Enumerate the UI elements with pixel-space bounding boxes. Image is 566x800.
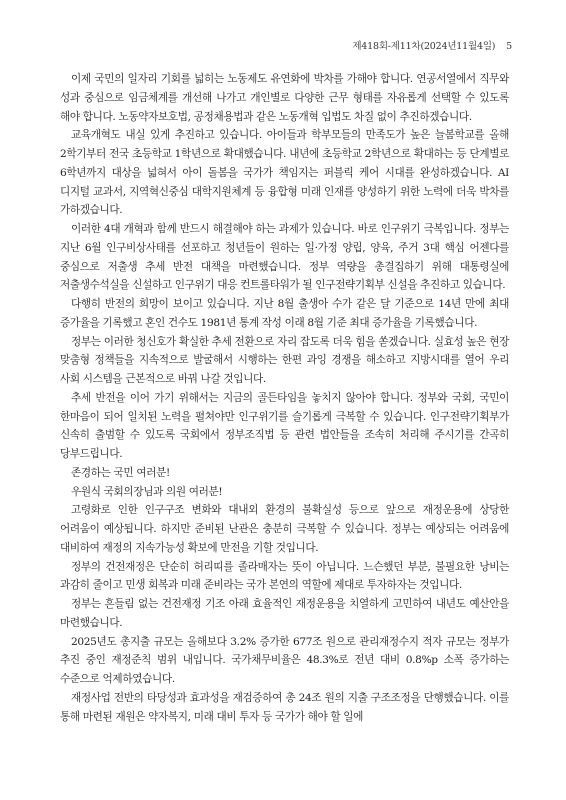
paragraph-restructuring: 재정사업 전반의 타당성과 효과성을 재검증하여 총 24조 원의 지출 구조조정을 단행했습니다. 이를 통해 마련된 재원은 약자복지, 미래 대비 투자 등 국가가 해야 할 일에 [60,691,509,723]
paragraph-budget-plan: 정부는 흔들림 없는 건전재정 기조 아래 효율적인 재정운용을 치열하게 고민하여 내년도 예산안을 마련했습니다. [60,598,509,629]
document-body [60,70,509,726]
paragraph-greeting-citizens: 존경하는 국민 여러분! [71,466,170,479]
page-header [352,38,512,52]
paragraph-trend-shift: 정부는 이러한 청신호가 확실한 추세 전환으로 자리 잡도록 더욱 힘을 쏟겠습니다. 실효성 높은 현장 맞춤형 정책들을 지속적으로 발굴해서 시행하는 한편 과잉 경쟁을 해소하고 지방시대를 열어 우리 사회 시스템을 근본적으로 바꿔 나갈 것입니다. [60,335,509,385]
page-number: 5 [506,41,512,52]
paragraph-labor-reform: 이제 국민의 일자리 기회를 넓히는 노동제도 유연화에 박차를 가해야 합니다. 연공서열에서 직무와 성과 중심으로 임금체계를 개선해 나가고 개인별로 다양한 근무 형태를 자유롭게 선택할 수 있도록 해야 합니다. 노동약자보호법, 공정채용법과 같은 노동개혁 입법도 차질 없이 추진하겠습니다. [60,73,509,123]
paragraph-golden-time: 추세 반전을 이어 가기 위해서는 지금의 골든타임을 놓치지 않아야 합니다. 정부와 국회, 국민이 한마음이 되어 일치된 노력을 펼쳐야만 인구위기를 슬기롭게 극복할 수 있습니다. 인구전략기획부가 신속히 출범할 수 있도록 국회에서 정부조직법 등 관련 법안들을 조속히 처리해 주시기를 간곡히 당부드립니다. [60,391,509,460]
session-info: 제418회-제11차(2024년11월4일) [352,41,496,52]
paragraph-education-reform: 교육개혁도 내실 있게 추진하고 있습니다. 아이들과 학부모들의 만족도가 높은 늘봄학교를 올해 2학기부터 전국 초등학교 1학년으로 확대했습니다. 내년에 초등학교 2학년으로 확대하는 등 단계별로 6학년까지 대상을 넓혀서 아이 돌봄을 국가가 책임지는 퍼블릭 케어 시대를 완성하겠습니다. AI 디지털 교과서, 지역혁신중심 대학지원체계 등 융합형 미래 인재를 양성하기 위한 노력에 더욱 박차를 가하겠습니다. [60,129,509,217]
paragraph-birth-rate-hope: 다행히 반전의 희망이 보이고 있습니다. 지난 8월 출생아 수가 같은 달 기준으로 14년 만에 최대 증가율을 기록했고 혼인 건수도 1981년 통계 작성 이래 8월 기준 최대 증가율을 기록했습니다. [60,298,509,329]
paragraph-fiscal-outlook: 고령화로 인한 인구구조 변화와 대내외 환경의 불확실성 등으로 앞으로 재정운용에 상당한 어려움이 예상됩니다. 하지만 준비된 난관은 충분히 극복할 수 있습니다. 정부는 예상되는 어려움에 대비하여 재정의 지속가능성 확보에 만전을 기할 것입니다. [60,504,509,554]
paragraph-sound-finance: 정부의 건전재정은 단순히 허리띠를 졸라매자는 뜻이 아닙니다. 느슨했던 부분, 불필요한 낭비는 과감히 줄이고 민생 회복과 미래 준비라는 국가 본연의 역할에 제대로 투자하자는 것입니다. [60,560,509,592]
paragraph-population-crisis: 이러한 4대 개혁과 함께 반드시 해결해야 하는 과제가 있습니다. 바로 인구위기 극복입니다. 정부는 지난 6월 인구비상사태를 선포하고 청년들이 원하는 일·가정 양립, 양육, 주거 3대 핵심 어젠다를 중심으로 저출생 추세 반전 대책을 마련했습니다. 정부 역량을 총결집하기 위해 대통령실에 저출생수석실을 신설하고 인구위기 대응 컨트롤타워가 될 인구전략기획부 신설을 추진하고 있습니다. [60,223,509,292]
paragraph-greeting-assembly: 우원식 국회의장님과 의원 여러분! [71,485,223,498]
paragraph-total-expenditure: 2025년도 총지출 규모는 올해보다 3.2% 증가한 677조 원으로 관리재정수지 적자 규모는 정부가 추진 중인 재정준칙 범위 내입니다. 국가채무비율은 48.3%로 전년 대비 0.8%p 소폭 증가하는 수준으로 억제하였습니다. [60,635,509,685]
